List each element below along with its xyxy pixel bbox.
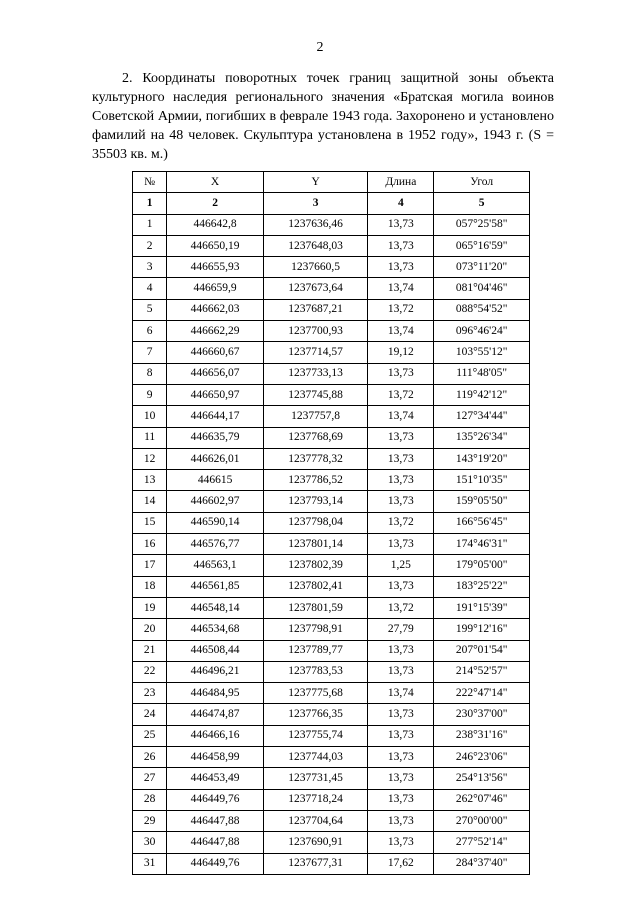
cell-x: 446484,95 [167,683,264,704]
cell-angle: 088°54'52" [434,299,530,320]
cell-length: 13,73 [368,810,434,831]
cell-x: 446466,16 [167,725,264,746]
cell-angle: 183°25'22" [434,576,530,597]
table-row [133,384,530,405]
cell-number: 19 [133,597,167,618]
cell-y: 1237793,14 [263,491,367,512]
cell-y: 1237714,57 [263,342,367,363]
column-number: 1 [133,193,167,214]
table-row [133,214,530,235]
cell-angle: 159°05'50" [434,491,530,512]
table-row [133,683,530,704]
cell-x: 446659,9 [167,278,264,299]
cell-x: 446660,67 [167,342,264,363]
column-number: 4 [368,193,434,214]
table-row [133,555,530,576]
cell-length: 13,72 [368,384,434,405]
cell-number: 20 [133,619,167,640]
cell-length: 13,73 [368,257,434,278]
table-row [133,853,530,874]
cell-number: 3 [133,257,167,278]
section-heading-text: 2. Координаты поворотных точек границ защитной зоны объекта культурного наследия регионального значения «Братская могила воинов Советской Армии, погибших в феврале 1943 года. Захоронено и установлено фамилий на 48 человек. Скульптура установлена в 1952 году», 1943 г. (S = 35503 кв. м.) [92,71,554,162]
cell-length: 13,73 [368,235,434,256]
header-length: Длина [368,172,434,193]
cell-y: 1237648,03 [263,235,367,256]
cell-x: 446662,03 [167,299,264,320]
header-x: X [167,172,264,193]
cell-angle: 143°19'20" [434,448,530,469]
cell-angle: 284°37'40" [434,853,530,874]
cell-length: 13,73 [368,363,434,384]
cell-number: 28 [133,789,167,810]
cell-y: 1237677,31 [263,853,367,874]
cell-y: 1237718,24 [263,789,367,810]
cell-number: 24 [133,704,167,725]
cell-number: 2 [133,235,167,256]
cell-number: 18 [133,576,167,597]
cell-number: 17 [133,555,167,576]
cell-length: 13,73 [368,534,434,555]
cell-number: 4 [133,278,167,299]
cell-angle: 151°10'35" [434,470,530,491]
table-header-row [133,172,530,193]
cell-length: 13,73 [368,214,434,235]
cell-length: 13,73 [368,725,434,746]
cell-number: 15 [133,512,167,533]
table-row [133,576,530,597]
cell-length: 13,73 [368,768,434,789]
cell-length: 13,72 [368,597,434,618]
cell-length: 19,12 [368,342,434,363]
header-y: Y [263,172,367,193]
cell-x: 446576,77 [167,534,264,555]
cell-number: 26 [133,747,167,768]
cell-number: 21 [133,640,167,661]
cell-angle: 127°34'44" [434,406,530,427]
table-row [133,747,530,768]
cell-y: 1237660,5 [263,257,367,278]
cell-number: 13 [133,470,167,491]
cell-x: 446662,29 [167,321,264,342]
cell-angle: 222°47'14" [434,683,530,704]
cell-angle: 111°48'05" [434,363,530,384]
table-body [133,214,530,874]
cell-angle: 081°04'46" [434,278,530,299]
cell-angle: 179°05'00" [434,555,530,576]
cell-x: 446650,19 [167,235,264,256]
cell-length: 13,73 [368,704,434,725]
table-row [133,448,530,469]
cell-number: 9 [133,384,167,405]
cell-x: 446449,76 [167,789,264,810]
cell-length: 13,73 [368,448,434,469]
table-row [133,299,530,320]
cell-x: 446644,17 [167,406,264,427]
table-row [133,342,530,363]
table-row [133,832,530,853]
cell-angle: 065°16'59" [434,235,530,256]
cell-y: 1237786,52 [263,470,367,491]
cell-y: 1237744,03 [263,747,367,768]
cell-angle: 214°52'57" [434,661,530,682]
cell-y: 1237690,91 [263,832,367,853]
table-row [133,321,530,342]
cell-x: 446447,88 [167,810,264,831]
cell-angle: 135°26'34" [434,427,530,448]
cell-x: 446453,49 [167,768,264,789]
cell-angle: 238°31'16" [434,725,530,746]
cell-y: 1237783,53 [263,661,367,682]
cell-angle: 174°46'31" [434,534,530,555]
page-number: 2 [316,40,324,55]
cell-x: 446626,01 [167,448,264,469]
cell-length: 13,73 [368,661,434,682]
cell-length: 13,73 [368,832,434,853]
cell-angle: 207°01'54" [434,640,530,661]
column-number-row [133,193,530,214]
cell-number: 14 [133,491,167,512]
table-row [133,810,530,831]
table-row [133,235,530,256]
cell-y: 1237731,45 [263,768,367,789]
cell-x: 446602,97 [167,491,264,512]
cell-number: 25 [133,725,167,746]
cell-y: 1237801,14 [263,534,367,555]
cell-y: 1237687,21 [263,299,367,320]
cell-y: 1237775,68 [263,683,367,704]
cell-number: 6 [133,321,167,342]
table-row [133,640,530,661]
cell-x: 446474,87 [167,704,264,725]
cell-angle: 191°15'39" [434,597,530,618]
cell-length: 13,73 [368,747,434,768]
cell-length: 13,73 [368,427,434,448]
cell-number: 5 [133,299,167,320]
cell-number: 30 [133,832,167,853]
coordinates-table [132,171,530,875]
table-row [133,470,530,491]
table-row [133,406,530,427]
cell-angle: 073°11'20" [434,257,530,278]
cell-x: 446508,44 [167,640,264,661]
cell-length: 13,74 [368,321,434,342]
cell-number: 1 [133,214,167,235]
table-row [133,257,530,278]
column-number: 2 [167,193,264,214]
cell-y: 1237733,13 [263,363,367,384]
cell-x: 446615 [167,470,264,491]
cell-number: 12 [133,448,167,469]
cell-y: 1237789,77 [263,640,367,661]
table-row [133,661,530,682]
cell-y: 1237673,64 [263,278,367,299]
cell-length: 1,25 [368,555,434,576]
cell-x: 446447,88 [167,832,264,853]
cell-y: 1237755,74 [263,725,367,746]
cell-number: 27 [133,768,167,789]
cell-angle: 103°55'12" [434,342,530,363]
cell-number: 7 [133,342,167,363]
table-row [133,619,530,640]
cell-y: 1237798,04 [263,512,367,533]
cell-y: 1237801,59 [263,597,367,618]
cell-number: 29 [133,810,167,831]
cell-number: 23 [133,683,167,704]
cell-x: 446590,14 [167,512,264,533]
table-row [133,789,530,810]
table-row [133,768,530,789]
cell-x: 446449,76 [167,853,264,874]
cell-x: 446496,21 [167,661,264,682]
cell-y: 1237766,35 [263,704,367,725]
cell-angle: 262°07'46" [434,789,530,810]
cell-x: 446655,93 [167,257,264,278]
table-row [133,363,530,384]
cell-x: 446548,14 [167,597,264,618]
cell-angle: 277°52'14" [434,832,530,853]
header-angle: Угол [434,172,530,193]
cell-length: 13,73 [368,470,434,491]
cell-x: 446561,85 [167,576,264,597]
cell-length: 13,72 [368,512,434,533]
cell-y: 1237700,93 [263,321,367,342]
cell-angle: 057°25'58" [434,214,530,235]
column-number: 5 [434,193,530,214]
cell-length: 13,74 [368,406,434,427]
cell-length: 13,73 [368,576,434,597]
cell-angle: 246°23'06" [434,747,530,768]
cell-angle: 199°12'16" [434,619,530,640]
cell-angle: 230°37'00" [434,704,530,725]
cell-x: 446642,8 [167,214,264,235]
cell-length: 13,73 [368,789,434,810]
cell-y: 1237798,91 [263,619,367,640]
table-row [133,725,530,746]
table-row [133,704,530,725]
cell-angle: 166°56'45" [434,512,530,533]
cell-y: 1237636,46 [263,214,367,235]
cell-length: 27,79 [368,619,434,640]
cell-y: 1237802,41 [263,576,367,597]
cell-length: 13,73 [368,491,434,512]
table-row [133,597,530,618]
cell-length: 13,74 [368,683,434,704]
cell-y: 1237745,88 [263,384,367,405]
cell-length: 13,74 [368,278,434,299]
header-number: № [133,172,167,193]
cell-x: 446458,99 [167,747,264,768]
cell-number: 8 [133,363,167,384]
cell-x: 446534,68 [167,619,264,640]
cell-angle: 119°42'12" [434,384,530,405]
cell-x: 446650,97 [167,384,264,405]
cell-y: 1237757,8 [263,406,367,427]
cell-y: 1237778,32 [263,448,367,469]
cell-number: 11 [133,427,167,448]
table-row [133,278,530,299]
table-row [133,491,530,512]
cell-x: 446656,07 [167,363,264,384]
table-row [133,534,530,555]
column-number: 3 [263,193,367,214]
cell-x: 446635,79 [167,427,264,448]
cell-x: 446563,1 [167,555,264,576]
cell-length: 13,73 [368,640,434,661]
cell-y: 1237768,69 [263,427,367,448]
cell-number: 22 [133,661,167,682]
cell-number: 31 [133,853,167,874]
cell-number: 16 [133,534,167,555]
cell-angle: 096°46'24" [434,321,530,342]
cell-y: 1237802,39 [263,555,367,576]
section-heading [92,69,554,164]
cell-number: 10 [133,406,167,427]
cell-angle: 270°00'00" [434,810,530,831]
table-row [133,512,530,533]
cell-y: 1237704,64 [263,810,367,831]
table-row [133,427,530,448]
cell-angle: 254°13'56" [434,768,530,789]
cell-length: 13,72 [368,299,434,320]
cell-length: 17,62 [368,853,434,874]
